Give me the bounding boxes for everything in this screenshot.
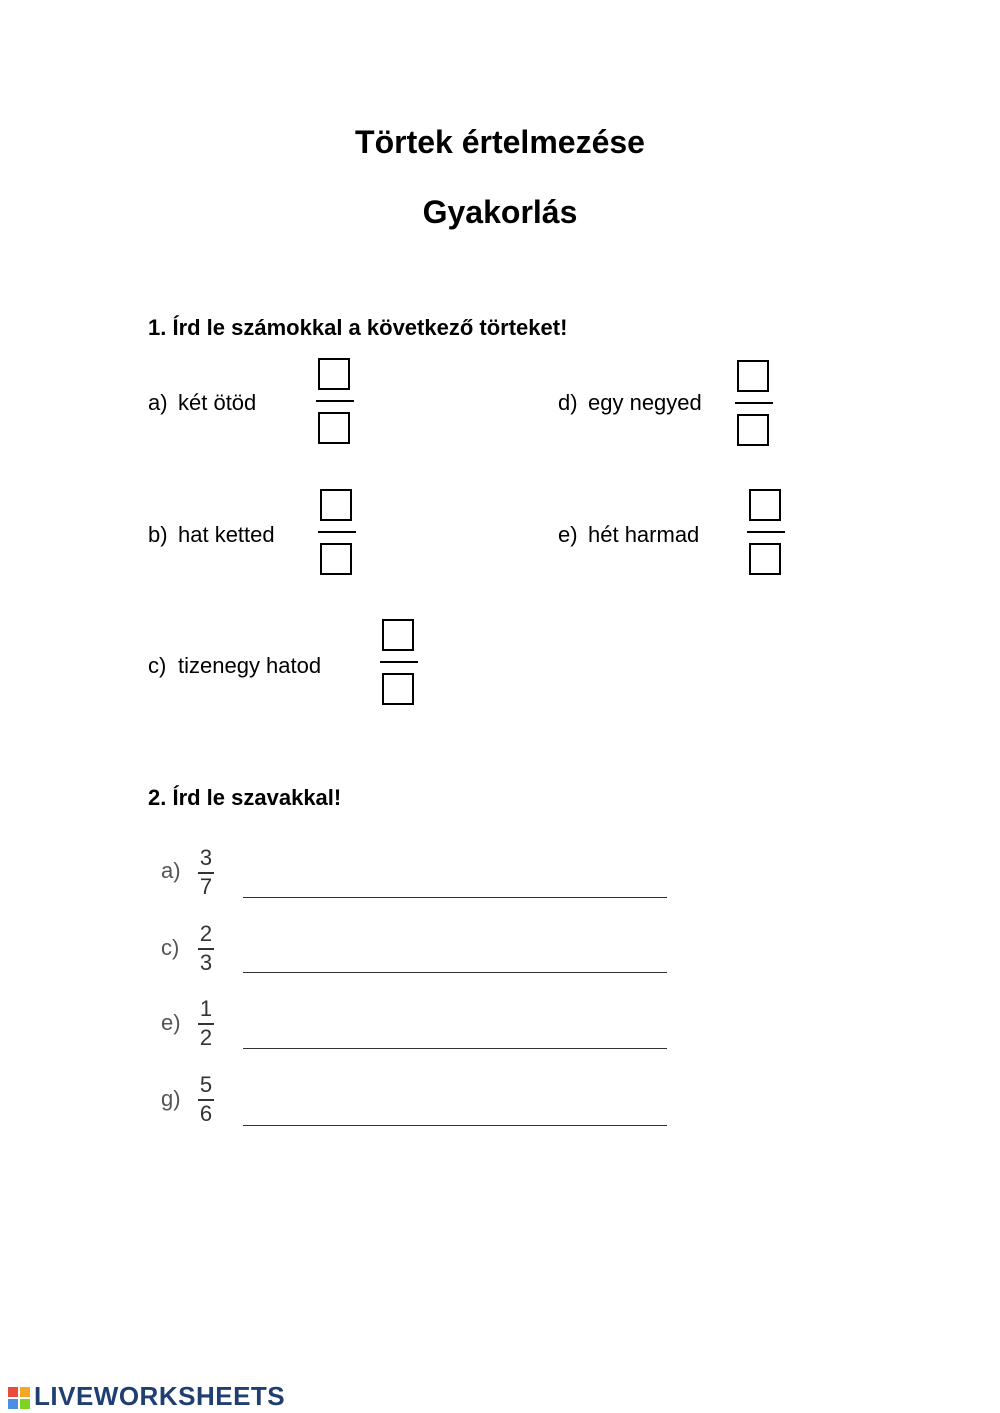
denominator: 2 — [199, 1025, 213, 1050]
item-label: e) — [161, 1010, 181, 1035]
denominator: 7 — [199, 874, 213, 899]
item-label: b) — [148, 522, 168, 547]
exercise2-heading: 2. Írd le szavakkal! — [148, 785, 342, 810]
item-text: tizenegy hatod — [178, 653, 322, 678]
numerator: 3 — [199, 845, 213, 870]
exercise1-item-a — [148, 389, 256, 417]
exercise1-item-e — [558, 521, 699, 549]
numerator-box[interactable] — [318, 358, 350, 390]
exercise1-heading: 1. Írd le számokkal a következő törteket! — [148, 315, 568, 340]
denominator: 6 — [199, 1101, 213, 1126]
fraction-input-b — [318, 489, 358, 577]
answer-input-g[interactable] — [243, 1103, 667, 1126]
item-label: d) — [558, 390, 578, 415]
fraction-input-d — [735, 360, 775, 448]
denominator-box[interactable] — [382, 673, 414, 705]
logo-mark-icon — [8, 1387, 30, 1409]
item-label: c) — [161, 935, 180, 960]
page-subtitle: Gyakorlás — [422, 194, 578, 230]
fraction-input-a — [316, 358, 356, 446]
item-label: e) — [558, 522, 578, 547]
numerator-box[interactable] — [737, 360, 769, 392]
item-label: g) — [161, 1086, 181, 1111]
item-text: egy negyed — [588, 390, 702, 415]
item-text: két ötöd — [178, 390, 257, 415]
fraction-input-e — [747, 489, 787, 577]
fraction-bar — [316, 400, 354, 402]
fraction-input-c — [380, 619, 420, 707]
exercise1-item-d — [558, 389, 702, 417]
numerator: 1 — [199, 996, 213, 1021]
numerator-box[interactable] — [320, 489, 352, 521]
item-label: a) — [161, 858, 181, 883]
answer-input-a[interactable] — [243, 875, 667, 898]
numerator-box[interactable] — [382, 619, 414, 651]
fraction-bar — [380, 661, 418, 663]
liveworksheets-logo — [8, 1382, 285, 1410]
numerator: 2 — [199, 921, 213, 946]
answer-input-e[interactable] — [243, 1026, 667, 1049]
answer-input-c[interactable] — [243, 950, 667, 973]
denominator: 3 — [199, 950, 213, 975]
page-title: Törtek értelmezése — [355, 124, 645, 160]
logo-text: LIVEWORKSHEETS — [34, 1381, 286, 1411]
denominator-box[interactable] — [320, 543, 352, 575]
denominator-box[interactable] — [737, 414, 769, 446]
item-label: c) — [148, 653, 167, 678]
numerator-box[interactable] — [749, 489, 781, 521]
denominator-box[interactable] — [749, 543, 781, 575]
item-label: a) — [148, 390, 168, 415]
item-text: hét harmad — [588, 522, 700, 547]
exercise1-item-c — [148, 652, 321, 680]
exercise1-item-b — [148, 521, 275, 549]
numerator: 5 — [199, 1072, 213, 1097]
denominator-box[interactable] — [318, 412, 350, 444]
fraction-bar — [747, 531, 785, 533]
fraction-bar — [318, 531, 356, 533]
item-text: hat ketted — [178, 522, 275, 547]
fraction-bar — [735, 402, 773, 404]
